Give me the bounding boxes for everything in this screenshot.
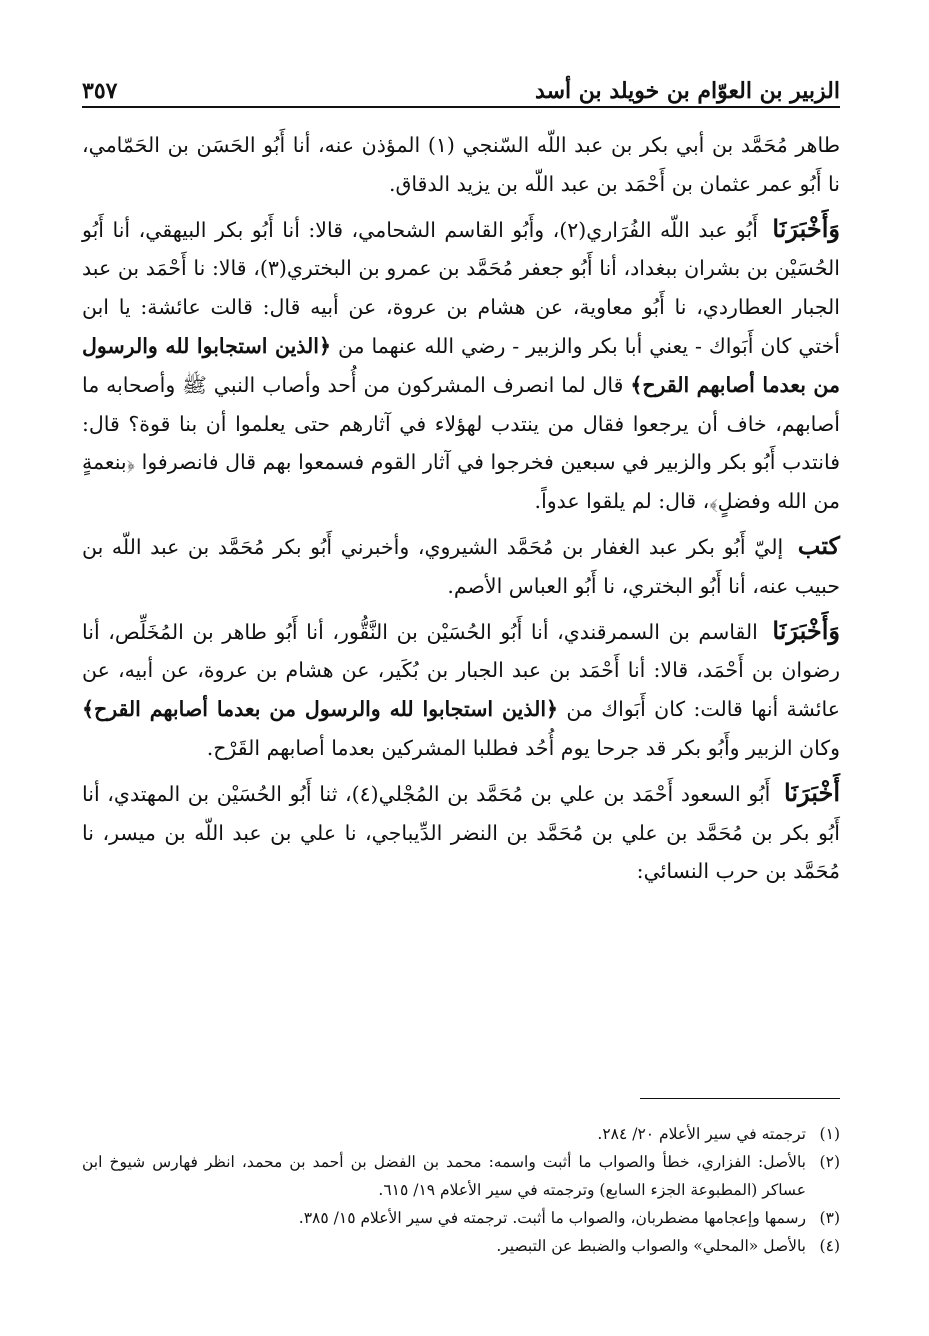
page-number: ٣٥٧ [82,78,118,104]
paragraph-text: أَبُو السعود أَحْمَد بن علي بن مُحَمَّد بن المُجْلي(٤)، ثنا أَبُو الحُسَيْن بن المهتدي، أنا أَبُو بكر بن مُحَمَّد بن علي بن مُحَمَّد بن النضر الدِّيباجي، نا علي بن عبد اللّه بن ميسر، نا مُحَمَّد بن حرب النسائي: [82,781,840,884]
footnote-rule [640,1098,840,1099]
footnote-marker: (٣) [819,1209,840,1227]
paragraph-text: القاسم بن السمرقندي، أنا أَبُو الحُسَيْن بن النَّقُّور، أنا أَبُو طاهر بن المُخَلِّص، أنا رضوان بن أَحْمَد، قالا: أنا أَحْمَد بن عبد الجبار بن بُكَير، عن هشام بن عروة، عن أبيه، عن عائشة أنها قالت: كان أَبَواك من [82,619,840,722]
paragraph-text: أَبُو عبد اللّه الفُرَاري(٢)، وأَبُو القاسم الشحامي، قالا: أنا أَبُو بكر البيهقي، أنا أَبُو الحُسَيْن بن بشران ببغداد، أنا أَبُو جعفر مُحَمَّد بن عمرو بن البختري(٣)، قالا: نا أَحْمَد بن عبد الجبار العطاردي، نا أَبُو معاوية، عن هشام بن عروة، عن أبيه قال: قالت عائشة: يا ابن أختي كان أَبَواك - يعني أبا بكر والزبير - رضي الله عنهما من [82,217,840,358]
footnote-marker: (٤) [819,1237,840,1255]
footnote-2 [82,1148,840,1204]
paragraph-lead: أَخْبَرَنَا [784,777,840,807]
footnote-marker: (٢) [819,1153,840,1171]
footnote-4 [82,1232,840,1260]
footnote-text: بالأصل «المحلي» والصواب والضبط عن التبصير. [496,1237,806,1255]
paragraph-2 [82,210,840,521]
footnote-marker: (١) [819,1125,840,1143]
paragraph-lead: وَأَخْبَرَنَا [772,213,840,243]
paragraph-lead: وَأَخْبَرَنَا [772,615,840,645]
quran-quote: ﴿الذين استجابوا لله والرسول من بعدما أصابهم القرح﴾ [82,697,559,722]
footnote-text: ترجمته في سير الأعلام ٢٠/ ٢٨٤. [597,1125,806,1143]
footnote-text: بالأصل: الفزاري، خطأ والصواب ما أثبت واسمه: محمد بن الفضل بن أحمد بن محمد، انظر فهارس شيوخ ابن عساكر (المطبوعة الجزء السابع) وترجمته في سير الأعلام ١٩/ ٦١٥. [82,1153,806,1199]
paragraph-text: طاهر مُحَمَّد بن أبي بكر بن عبد اللّه السّنجي (١) المؤذن عنه، أنا أَبُو الحَسَن بن الحَمّامي، نا أَبُو عمر عثمان بن أَحْمَد بن عبد اللّه بن يزيد الدقاق. [82,133,841,196]
header-title: الزبير بن العوّام بن خويلد بن أسد [535,78,840,104]
paragraph-tail: قال لما انصرف المشركون من أُحد وأصاب النبي ﷺ وأصحابه ما أصابهم، خاف أن يرجعوا فقال من ينتدب لهؤلاء في آثارهم حتى يعلموا أن بنا قوة؟ قال: فانتدب أَبُو بكر والزبير في سبعين فخرجوا في آثار القوم فسمعوا بهم قال فانصرفوا ﴿بنعمةٍ من الله وفضلٍ﴾، قال: لم يلقوا عدواً. [82,372,840,514]
footnote-1 [82,1120,840,1148]
running-header [82,70,840,104]
paragraph-text: إليّ أَبُو بكر عبد الغفار بن مُحَمَّد الشيروي، وأخبرني أَبُو بكر مُحَمَّد بن عبد اللّه بن حبيب عنه، أنا أَبُو البختري، نا أَبُو العباس الأصم. [82,534,840,598]
paragraph-4 [82,612,840,768]
footnotes [82,1120,840,1260]
paragraph-1 [82,126,840,204]
main-text [82,126,840,897]
paragraph-3 [82,527,840,606]
paragraph-tail: وكان الزبير وأَبُو بكر قد جرحا يوم أُحُد فطلبا المشركين بعدما أصابهم القَرْح. [206,735,840,760]
footnote-text: رسمها وإعجامها مضطربان، والصواب ما أثبت. ترجمته في سير الأعلام ١٥/ ٣٨٥. [298,1209,806,1227]
footnote-3 [82,1204,840,1232]
paragraph-5 [82,774,840,891]
quran-quote: ﴿الذين استجابوا لله والرسول من بعدما أصابهم القرح﴾ [82,333,840,397]
paragraph-lead: كتب [797,530,840,560]
header-rule [82,106,840,108]
